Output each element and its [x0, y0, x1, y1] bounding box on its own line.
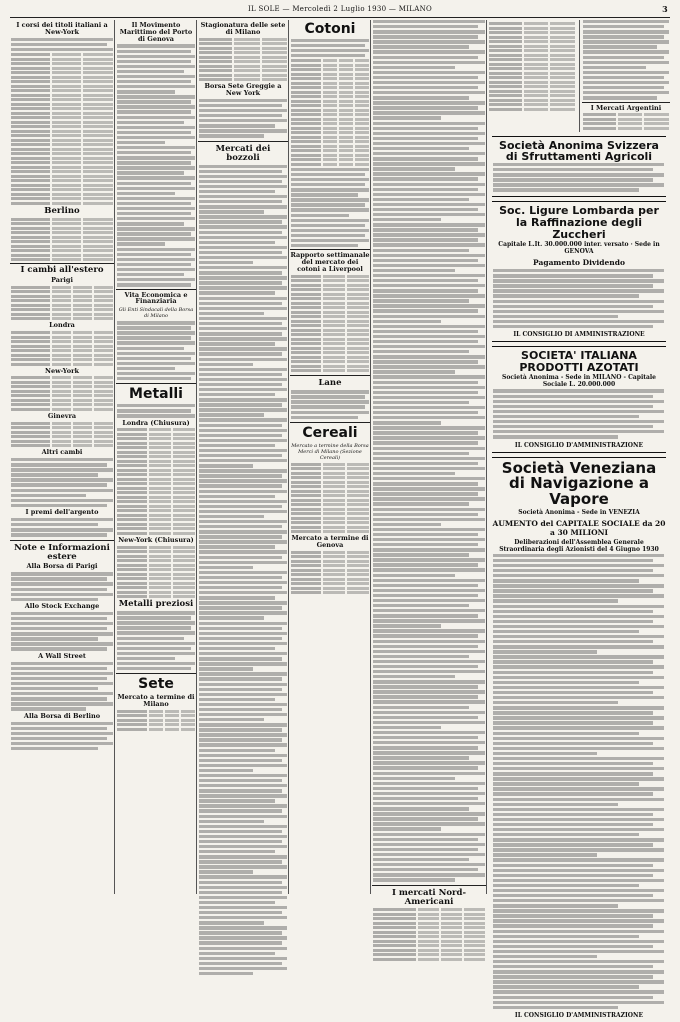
ad-svizzera-title: Società Anonima Svizzera di Sfruttamenti Agricoli — [499, 138, 659, 164]
ad-azotati-sub: Società Anonima - Sede in MILANO - Capitale Sociale L. 20.000.000 — [502, 374, 656, 389]
ad-veneziana-section2: Deliberazioni dell'Assemblea Generale Straordinaria degli Azionisti del 4 Giugno 1930 — [499, 538, 659, 553]
headline-lane: Lane — [318, 378, 342, 389]
ad-zuccheri-foot: IL CONSIGLIO DI AMMINISTRAZIONE — [513, 331, 645, 339]
ad-veneziana-sub: Società Anonima - Sede in VENEZIA — [518, 508, 640, 516]
subhead-new-york-chiusura: New-York (Chiusura) — [118, 535, 194, 544]
headline-sete: Sete — [138, 676, 174, 693]
subhead-new-york: New-York — [45, 366, 79, 375]
subhead-londra: Londra — [49, 321, 75, 330]
ad-zuccheri-sub: Capitale L.It. 30.000.000 inter. versato · Sede in GENOVA — [498, 241, 660, 256]
headline-mercati-nord-americani: I mercati Nord-Americani — [391, 887, 466, 907]
subhead-borsa-berlino: Alla Borsa di Berlino — [23, 711, 101, 720]
headline-rapporto-cotoni: Rapporto settimanale del mercato dei cotoni a Liverpool — [290, 251, 370, 273]
subhead-altri-cambi: Altri cambi — [41, 448, 83, 457]
headline-mercati-bozzoli: Mercati dei bozzoli — [215, 143, 271, 163]
headline-ny-italian-stocks: I corsi dei titoli italiani a New-York — [16, 21, 108, 36]
column-1 — [10, 20, 115, 894]
subhead-enti-sindacali: Gli Enti Sindacali della Borsa di Milano — [118, 307, 194, 320]
subhead-parigi: Parigi — [51, 276, 73, 285]
column-4 — [290, 20, 371, 894]
subhead-sete-termine: Mercato a termine di Milano — [117, 693, 195, 708]
column-5 — [372, 20, 487, 907]
ad-zuccheri-title: Soc. Ligure Lombarda per la Raffinazione degli Zuccheri — [499, 204, 659, 241]
ad-veneziana-section: AUMENTO del CAPITALE SOCIALE da 20 a 30 MILIONI — [492, 518, 666, 537]
headline-note-estere: Note e Informazioni estere — [14, 542, 110, 562]
subhead-cereali-termine: Mercato a termine della Borsa Merci di Milano (Sezione Cereali) — [291, 442, 369, 461]
headline-sete-new-york: Borsa Sete Greggie a New York — [204, 82, 282, 97]
subhead-londra-chiusura: Londra (Chiusura) — [122, 418, 190, 427]
ad-zuccheri-section: Pagamento Dividendo — [533, 258, 625, 268]
column-right — [488, 20, 670, 1020]
ad-svizzera — [492, 136, 666, 198]
ad-veneziana — [492, 457, 666, 1022]
ad-azotati — [492, 346, 666, 452]
headline-cotoni: Cotoni — [304, 21, 356, 37]
headline-metalli: Metalli — [129, 386, 183, 403]
ad-azotati-title: SOCIETA' ITALIANA PRODOTTI AZOTATI — [519, 349, 639, 374]
ad-veneziana-foot: IL CONSIGLIO D'AMMINISTRAZIONE — [514, 1012, 644, 1020]
headline-vita-economica: Vita Economica e Finanziaria — [124, 290, 188, 306]
ad-zuccheri — [492, 201, 666, 342]
subhead-borsa-parigi: Alla Borsa di Parigi — [26, 562, 98, 571]
ad-veneziana-title: Società Veneziana di Navigazione a Vapore — [501, 458, 657, 509]
masthead — [10, 3, 670, 18]
subhead-premi-argento: I premi dell'argento — [25, 508, 99, 517]
column-3 — [198, 20, 289, 894]
page-number: 3 — [662, 4, 668, 14]
masthead-dateline: IL SOLE — Mercoledì 2 Luglio 1930 — MILANO — [247, 5, 433, 13]
headline-termine-genova: Mercato a termine di Genova — [291, 534, 369, 550]
subhead-wall-street: A Wall Street — [38, 651, 86, 660]
ad-azotati-foot: IL CONSIGLIO D'AMMINISTRAZIONE — [514, 441, 644, 449]
headline-porto-genova: Il Movimento Marittimo del Porto di Genova — [119, 21, 193, 43]
headline-cereali: Cereali — [302, 425, 358, 442]
headline-berlino: Berlino — [44, 205, 80, 216]
headline-mercati-argentini: I Mercati Argentini — [590, 103, 662, 112]
subhead-ginevra: Ginevra — [47, 411, 77, 420]
subhead-stock-exchange: Allo Stock Exchange — [24, 602, 100, 611]
headline-cambi-estero: I cambi all'estero — [20, 265, 104, 276]
stock-table — [11, 53, 113, 205]
headline-stagionatura-sete: Stagionatura delle sete di Milano — [200, 21, 286, 36]
headline-metalli-preziosi: Metalli preziosi — [118, 599, 194, 610]
column-2 — [116, 20, 197, 894]
